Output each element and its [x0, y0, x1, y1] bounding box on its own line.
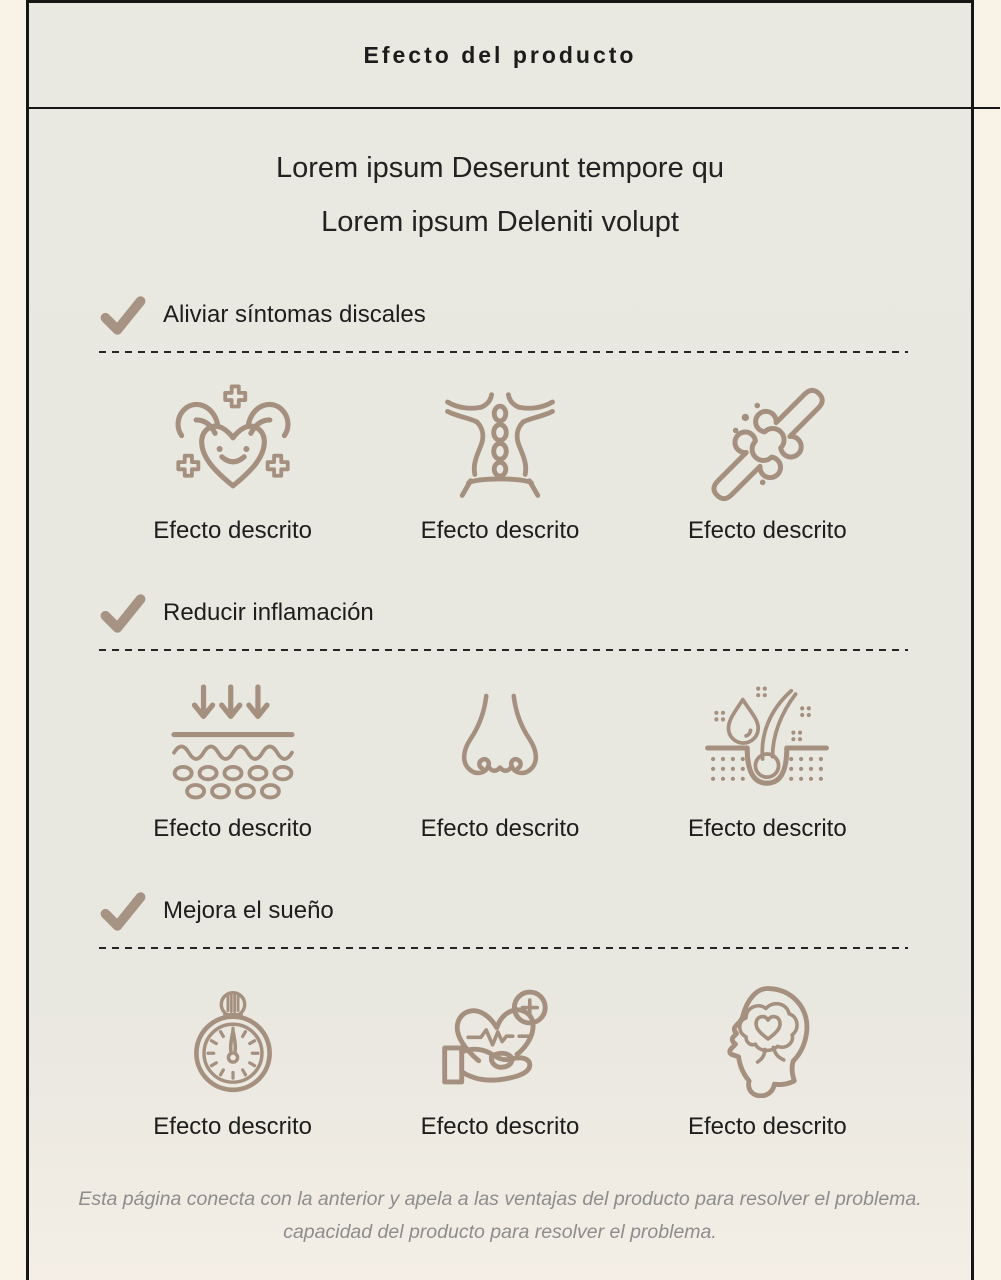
effect-item	[366, 677, 633, 843]
strong-heart-icon	[99, 379, 366, 509]
heart-care-icon	[366, 975, 633, 1105]
effect-label: Efecto descrito	[687, 815, 847, 842]
effect-item	[366, 975, 633, 1141]
main-title	[29, 141, 971, 249]
icon-grid-2	[29, 651, 971, 843]
content-board	[26, 0, 974, 1280]
nose-icon	[366, 677, 633, 807]
stopwatch-icon	[99, 975, 366, 1105]
icon-grid-1	[29, 353, 971, 545]
effect-label: Efecto descrito	[420, 815, 580, 842]
effect-item	[634, 975, 901, 1141]
page-title: Efecto del producto	[363, 41, 637, 68]
checkmark-icon	[99, 890, 147, 932]
head-brain-icon	[634, 975, 901, 1105]
section-header-3	[99, 889, 971, 933]
main-title-line1: Lorem ipsum Deserunt tempore qu	[275, 152, 725, 184]
effect-label: Efecto descrito	[153, 815, 313, 842]
section-header-2	[99, 591, 971, 635]
effect-label: Efecto descrito	[420, 1113, 580, 1140]
section-title: Aliviar síntomas discales	[163, 301, 426, 328]
icon-grid-3	[29, 949, 971, 1141]
checkmark-icon	[99, 592, 147, 634]
footer-line2: capacidad del producto para resolver el problema.	[283, 1221, 717, 1243]
effect-item	[99, 379, 366, 545]
effect-item	[634, 677, 901, 843]
effect-label: Efecto descrito	[420, 517, 580, 544]
effect-item	[99, 677, 366, 843]
footer-note	[29, 1183, 971, 1249]
checkmark-icon	[99, 294, 147, 336]
effect-label: Efecto descrito	[687, 1113, 847, 1140]
page-header	[29, 3, 971, 109]
effect-item	[366, 379, 633, 545]
effect-label: Efecto descrito	[153, 1113, 313, 1140]
effect-item	[99, 975, 366, 1141]
effect-label: Efecto descrito	[153, 517, 313, 544]
bone-joint-icon	[634, 379, 901, 509]
footer-line1: Esta página conecta con la anterior y apela a las ventajas del producto para resolver el problema.	[78, 1188, 922, 1210]
effect-label: Efecto descrito	[687, 517, 847, 544]
main-title-line2: Lorem ipsum Deleniti volupt	[321, 206, 679, 238]
effect-item	[634, 379, 901, 545]
section-title: Mejora el sueño	[163, 897, 334, 924]
section-header-1	[99, 293, 971, 337]
section-title: Reducir inflamación	[163, 599, 374, 626]
hair-follicle-icon	[634, 677, 901, 807]
back-spine-icon	[366, 379, 633, 509]
skin-layers-icon	[99, 677, 366, 807]
